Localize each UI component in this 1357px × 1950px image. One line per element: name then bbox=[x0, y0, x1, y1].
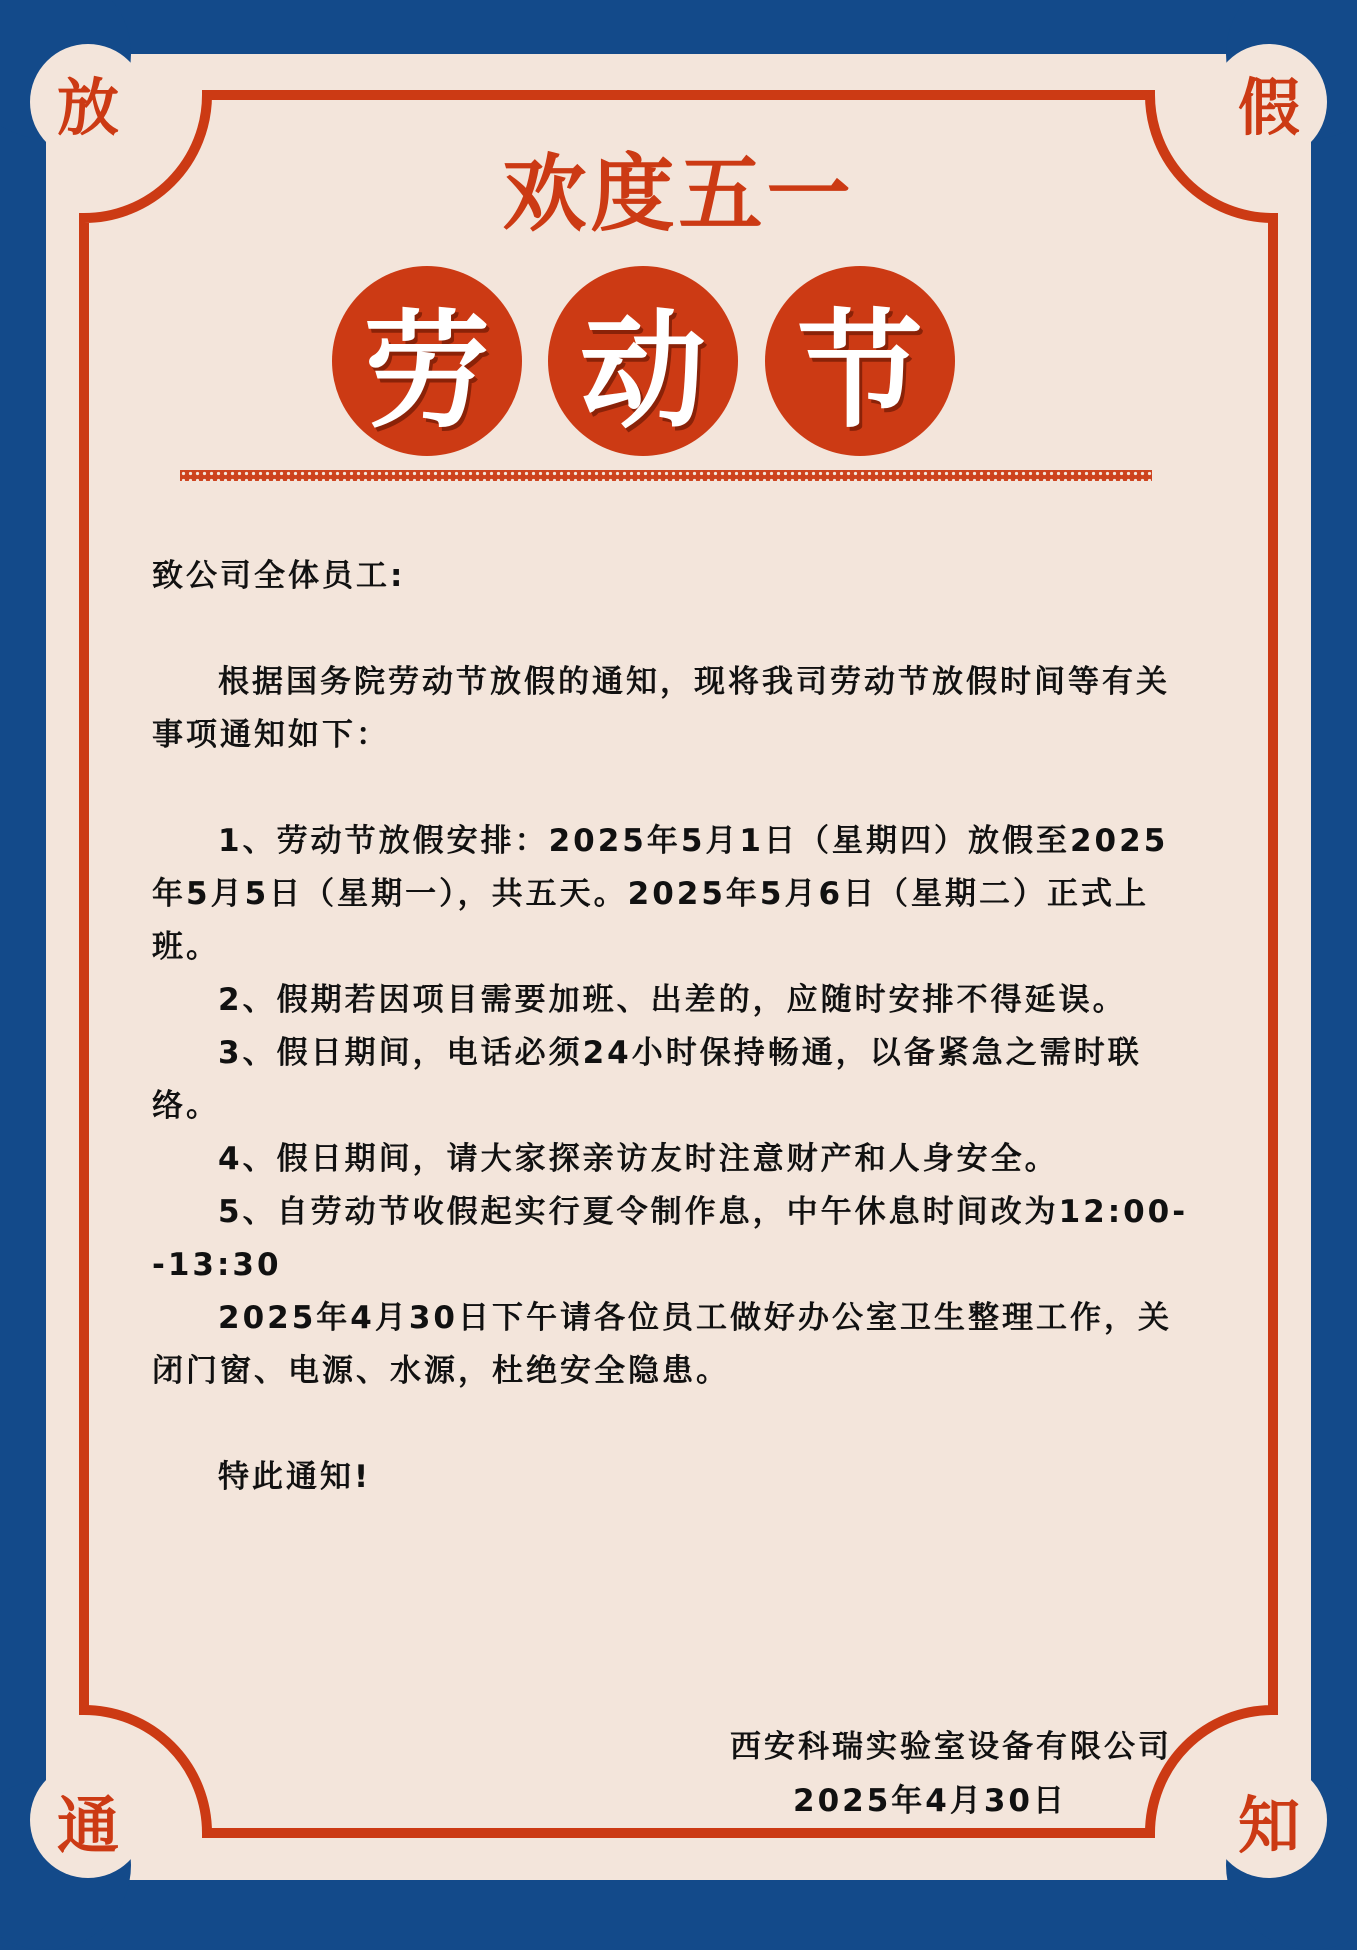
notice-item-5: 5、自劳动节收假起实行夏令制作息，中午休息时间改为12:00--13:30 bbox=[152, 1194, 1189, 1283]
notice-item-4: 4、假日期间，请大家探亲访友时注意财产和人身安全。 bbox=[218, 1141, 1059, 1177]
company-name: 西安科瑞实验室设备有限公司 bbox=[730, 1729, 1172, 1765]
notice-item-2: 2、假期若因项目需要加班、出差的，应随时安排不得延误。 bbox=[218, 982, 1127, 1018]
decorative-divider bbox=[180, 470, 1152, 481]
corner-badge-bottom-left: 通 bbox=[30, 1762, 146, 1878]
title-char-1: 劳 bbox=[332, 266, 522, 456]
signature-date: 2025年4月30日 bbox=[793, 1783, 1067, 1819]
intro-paragraph: 根据国务院劳动节放假的通知，现将我司劳动节放假时间等有关事项通知如下： bbox=[152, 664, 1170, 753]
title-char-3: 节 bbox=[765, 266, 955, 456]
title-circles bbox=[0, 266, 1357, 466]
title-char-2: 动 bbox=[548, 266, 738, 456]
extra-paragraph: 2025年4月30日下午请各位员工做好办公室卫生整理工作，关闭门窗、电源、水源，杜绝安全隐患。 bbox=[152, 1300, 1172, 1389]
signature-block bbox=[0, 1720, 1172, 1828]
notice-item-1: 1、劳动节放假安排：2025年5月1日（星期四）放假至2025年5月5日（星期一），共五天。2025年5月6日（星期二）正式上班。 bbox=[152, 823, 1169, 965]
corner-badge-top-left: 放 bbox=[30, 44, 146, 160]
salutation: 致公司全体员工: bbox=[152, 558, 406, 594]
subtitle-heading: 欢度五一 bbox=[502, 145, 855, 243]
closing-line: 特此通知! bbox=[218, 1459, 372, 1495]
corner-badge-top-right: 假 bbox=[1211, 44, 1327, 160]
notice-body bbox=[152, 550, 1192, 1504]
notice-item-3: 3、假日期间，电话必须24小时保持畅通，以备紧急之需时联络。 bbox=[152, 1035, 1142, 1124]
corner-badge-bottom-right: 知 bbox=[1211, 1762, 1327, 1878]
